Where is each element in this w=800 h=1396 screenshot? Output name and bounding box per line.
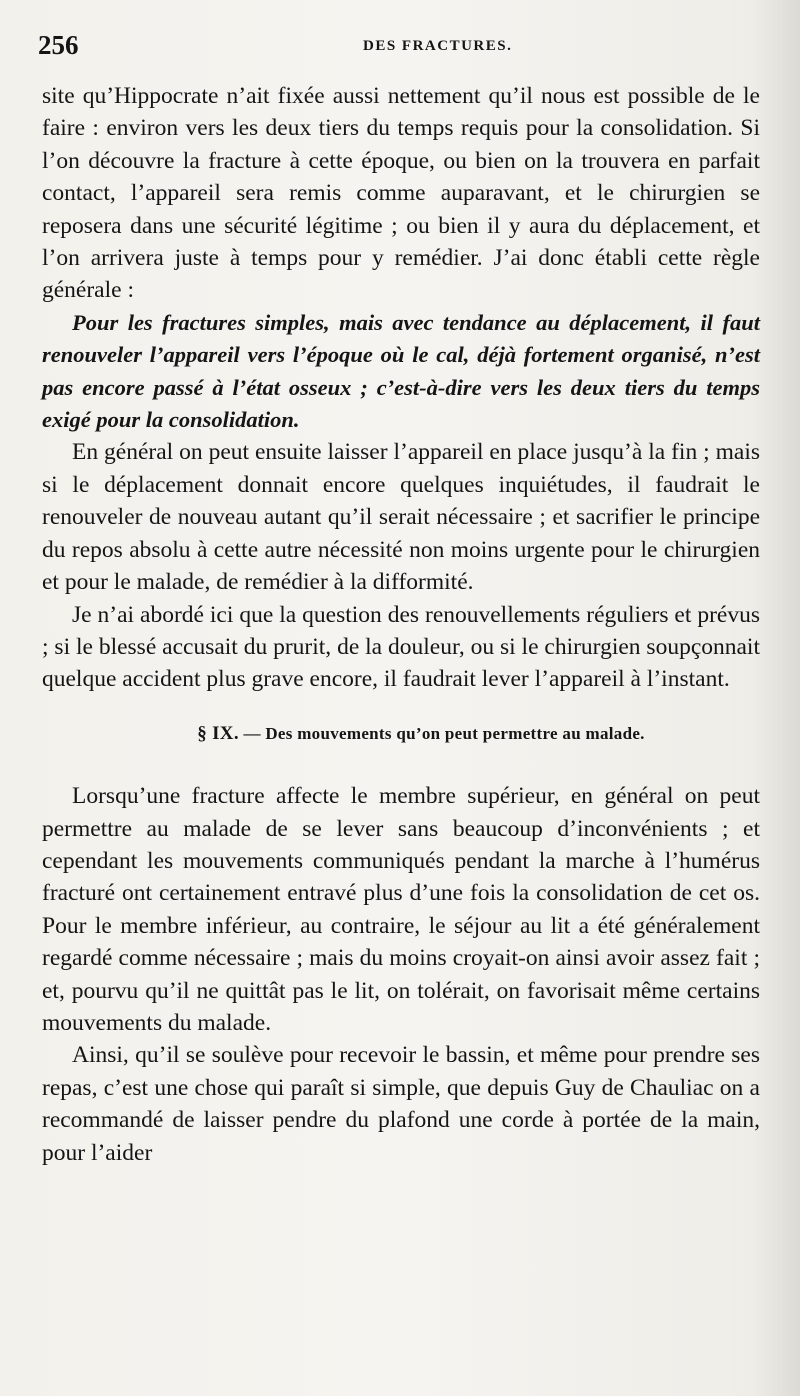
page-number: 256 <box>38 30 79 60</box>
section-title: Des mouvements qu’on peut permettre au malade. <box>265 723 645 743</box>
running-head: DES FRACTURES. <box>363 38 513 54</box>
paragraph-general: En général on peut ensuite laisser l’appareil en place jusqu’à la fin ; mais si le déplacement donnait encore quelques inquiétudes, il faudrait le renouveler de nouveau autant qu’il serait nécessaire ; et sacrifier le principe du repos absolu à cette autre nécessité non moins urgente pour le chirurgien et pour le malade, de remédier à la difformité. <box>42 439 760 596</box>
paragraph-renewals: Je n’ai abordé ici que la question des renouvellements réguliers et prévus ; si le blessé accusait du prurit, de la douleur, ou si le chirurgien soupçonnait quelque accident plus grave encore, il faudrait lever l’appareil à l’instant. <box>42 601 760 693</box>
page-header <box>38 30 758 64</box>
section-number: § IX. <box>197 722 239 744</box>
paragraph-continuation: site qu’Hippocrate n’ait fixée aussi nettement qu’il nous est possible de le faire : environ vers les deux tiers du temps requis pour la consolidation. Si l’on découvre la fracture à cette époque, ou bien on la trouvera en parfait contact, l’appareil sera remis comme auparavant, et le chirurgien se reposera dans une sécurité légitime ; ou bien il y aura du déplacement, et l’on arrivera juste à temps pour y remédier. J’ai donc établi cette règle générale : <box>42 83 760 304</box>
section-dash: — <box>243 723 261 743</box>
paragraph-upper-limb: Lorsqu’une fracture affecte le membre supérieur, en général on peut permettre au malade de se lever sans beaucoup d’inconvénients ; et cependant les mouvements communiqués pendant la marche à l’humérus fracturé ont certainement entravé plus d’une fois la consolidation de cet os. Pour le membre inférieur, au contraire, le séjour au lit a été généralement regardé comme nécessaire ; mais du moins croyait-on ainsi avoir assez fait ; et, pourvu qu’il ne quittât pas le lit, on tolérait, on favorisait même certains mouvements du malade. <box>42 783 760 1036</box>
body-text <box>42 80 760 1169</box>
paragraph-general-rule: Pour les fractures simples, mais avec tendance au déplacement, il faut renouveler l’appareil vers l’époque où le cal, déjà fortement organisé, n’est pas encore passé à l’état osseux ; c’est-à-dire vers les deux tiers du temps exigé pour la consolidation. <box>42 309 760 433</box>
paragraph-bassin: Ainsi, qu’il se soulève pour recevoir le bassin, et même pour prendre ses repas, c’est une chose qui paraît si simple, que depuis Guy de Chauliac on a recommandé de laisser pendre du plafond une corde à portée de la main, pour l’aider <box>42 1042 760 1166</box>
section-heading <box>42 718 760 750</box>
